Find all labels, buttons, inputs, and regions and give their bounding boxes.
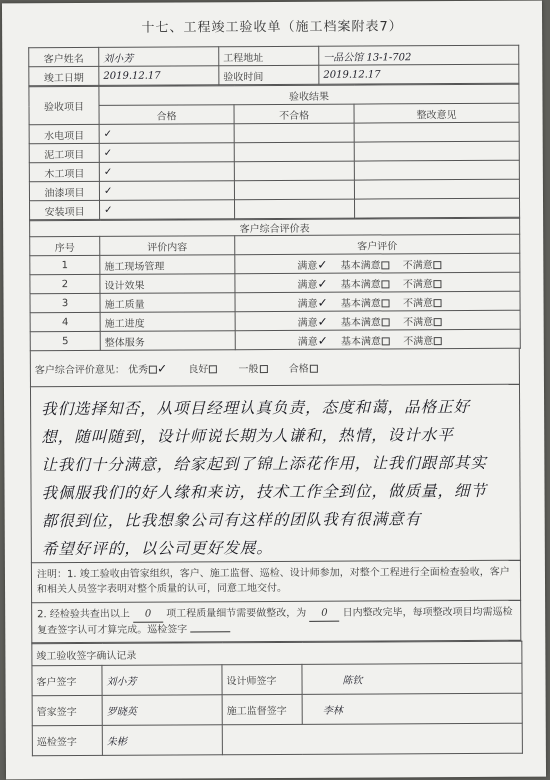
comment-line: 我们选择知否，从项目经理认真负责，态度和蔼，品格正好: [41, 397, 471, 419]
checkbox: [382, 280, 390, 288]
satisfied-check-mark: ✓: [317, 295, 328, 310]
issue-count: 0: [133, 607, 163, 623]
comment-line: 我佩服我们的好人缘和来访，技术工作全到位，做质量，细节: [41, 481, 488, 503]
acceptance-item-name: 泥工项目: [29, 143, 99, 162]
basic-satisfied-label: 基本满意: [340, 259, 381, 272]
note-1: [31, 561, 521, 604]
basic-satisfied-label: 基本满意: [340, 335, 382, 348]
comment-line: 想，随叫随到，设计师说长期为人谦和，热情，设计水平: [41, 426, 454, 447]
overall-label: 客户综合评价意见：: [34, 364, 125, 377]
note-2: [31, 601, 521, 644]
evaluation-row: [30, 253, 520, 275]
rating-options: [235, 253, 520, 273]
basic-satisfied-label: 基本满意: [340, 297, 381, 310]
note-1-text: 注明：1. 竣工验收由管家组织，客户、施工监督、巡检、设计师参加，对整个工程进行全面检查验收，客户和相关人员签字表明对整个质量的认可，同意工地交付。: [36, 566, 510, 596]
acceptance-row: [30, 198, 520, 220]
unsatisfied-label: 不满意: [402, 278, 433, 290]
opt-fair: 一般: [238, 364, 259, 376]
evaluation-table: [29, 218, 521, 352]
handwritten-comments: [30, 385, 521, 564]
rating-options: [235, 329, 520, 349]
satisfied-label: 满意: [297, 298, 318, 310]
results-header: 验收结果: [99, 84, 519, 105]
checkbox: [434, 299, 442, 307]
acceptance-item-name: 水电项目: [29, 124, 99, 143]
pass-check-mark: ✓: [99, 162, 234, 182]
evaluation-row: [30, 272, 520, 294]
evaluation-row: [30, 291, 520, 313]
row-number: 1: [30, 255, 100, 274]
inspector-signature: 朱彬: [102, 725, 222, 756]
pass-check-mark: ✓: [100, 200, 235, 220]
acceptance-row: [29, 122, 519, 144]
completion-date-value: 2019.12.17: [99, 66, 219, 86]
acceptance-item-name: 木工项目: [29, 162, 99, 181]
completion-date-label: 竣工日期: [29, 66, 99, 85]
eval-content: 施工质量: [100, 293, 235, 313]
pass-check-mark: ✓: [99, 143, 234, 163]
customer-eval-header: 客户评价: [235, 234, 520, 254]
satisfied-label: 满意: [297, 336, 318, 348]
acceptance-item-name: 油漆项目: [29, 181, 99, 200]
checkbox: [382, 337, 390, 345]
opt-pass: 合格: [288, 363, 309, 375]
comment-line: 让我们十分满意，给家起到了锦上添花作用，让我们跟部其实: [41, 453, 487, 475]
acceptance-time-value: 2019.12.17: [319, 64, 519, 84]
days-count: 0: [309, 606, 339, 622]
excellent-check-mark: ✓: [157, 361, 168, 376]
unsatisfied-label: 不满意: [402, 297, 434, 309]
checkbox: [310, 365, 318, 373]
checkbox: [259, 365, 267, 373]
checkbox: [434, 337, 442, 345]
designer-signature-label: 设计师签字: [222, 664, 302, 694]
supervisor-signature-label: 施工监督签字: [222, 694, 302, 724]
row-number: 4: [30, 312, 100, 331]
satisfied-check-mark: ✓: [317, 276, 328, 291]
basic-satisfied-label: 基本满意: [340, 278, 381, 291]
eval-content: 整体服务: [100, 331, 235, 351]
unsatisfied-label: 不满意: [402, 259, 433, 271]
no-header: 序号: [30, 236, 100, 255]
opt-good: 良好: [188, 364, 209, 376]
form-sheet: [2, 1, 546, 780]
acceptance-table: [28, 84, 520, 221]
checkbox: [434, 261, 442, 269]
unsatisfied-label: 不满意: [403, 335, 434, 347]
satisfied-check-mark: ✓: [317, 257, 328, 272]
content-header: 评价内容: [100, 236, 235, 256]
manager-signature: 罗晓英: [102, 695, 222, 726]
customer-name-label: 客户姓名: [29, 47, 99, 66]
note-2-text-b: 项工程质量细节需要做整改，为: [166, 607, 307, 620]
acceptance-row: [29, 179, 519, 201]
project-address-value: 一品公馆 13-1-702: [319, 45, 519, 65]
opt-excellent: 优秀: [128, 364, 149, 376]
checkbox: [434, 318, 442, 326]
customer-signature-label: 客户签字: [32, 665, 102, 695]
pass-check-mark: ✓: [99, 181, 234, 201]
row-number: 5: [30, 331, 100, 350]
checkbox: [434, 280, 442, 288]
checkbox: [382, 318, 390, 326]
fail-header: 不合格: [234, 104, 354, 124]
rating-options: [235, 310, 520, 330]
basic-satisfied-label: 基本满意: [340, 316, 381, 329]
rectify-header: 整改意见: [354, 103, 519, 123]
overall-evaluation: [30, 349, 520, 388]
satisfied-check-mark: ✓: [317, 333, 328, 348]
form-title: 十七、工程竣工验收单（施工档案附表7）: [141, 19, 403, 36]
supervisor-signature: 李林: [302, 693, 522, 724]
customer-signature: 刘小芳: [102, 665, 222, 696]
acceptance-row: [29, 141, 519, 163]
signature-table: [31, 641, 523, 757]
row-number: 2: [30, 274, 100, 293]
acceptance-item-name: 安装项目: [30, 200, 100, 219]
satisfied-label: 满意: [297, 279, 318, 291]
info-table: [28, 45, 519, 87]
checkbox: [382, 261, 390, 269]
eval-content: 施工进度: [100, 312, 235, 332]
pass-header: 合格: [99, 105, 234, 125]
pass-check-mark: ✓: [99, 124, 234, 144]
checkbox: [209, 365, 217, 373]
satisfied-label: 满意: [297, 260, 318, 272]
designer-signature: 陈钦: [302, 663, 522, 694]
satisfied-check-mark: ✓: [317, 314, 328, 329]
rating-options: [235, 291, 520, 311]
project-address-label: 工程地址: [219, 46, 319, 66]
note-2-text-a: 2. 经检验共查出以上: [37, 608, 130, 621]
satisfied-label: 满意: [297, 317, 318, 329]
signature-section-title: 竣工验收签字确认记录: [32, 641, 522, 666]
items-header: 验收项目: [29, 86, 99, 124]
inspector-sign-line: [190, 631, 230, 632]
eval-content: 设计效果: [100, 274, 235, 294]
evaluation-row: [30, 310, 520, 332]
customer-name-value: 刘小芳: [99, 47, 219, 67]
unsatisfied-label: 不满意: [403, 316, 434, 328]
row-number: 3: [30, 293, 100, 312]
evaluation-row: [30, 329, 520, 351]
rating-options: [235, 272, 520, 292]
manager-signature-label: 管家签字: [32, 695, 102, 725]
eval-content: 施工现场管理: [100, 255, 235, 275]
checkbox: [382, 299, 390, 307]
comment-line: 希望好评的，以公司更好发展。: [41, 539, 273, 559]
evaluation-section-title: 客户综合评价表: [30, 218, 520, 237]
note-2-text-c: 日内整改完毕，每项整改项目均需巡检复查签字认可才算完成。巡检签字: [37, 606, 513, 637]
comment-line: 都很到位，比我想象公司有这样的团队我有很满意有: [41, 510, 422, 531]
inspector-signature-label: 巡检签字: [32, 725, 102, 755]
acceptance-form: [28, 45, 522, 757]
acceptance-time-label: 验收时间: [219, 65, 319, 85]
acceptance-row: [29, 160, 519, 182]
